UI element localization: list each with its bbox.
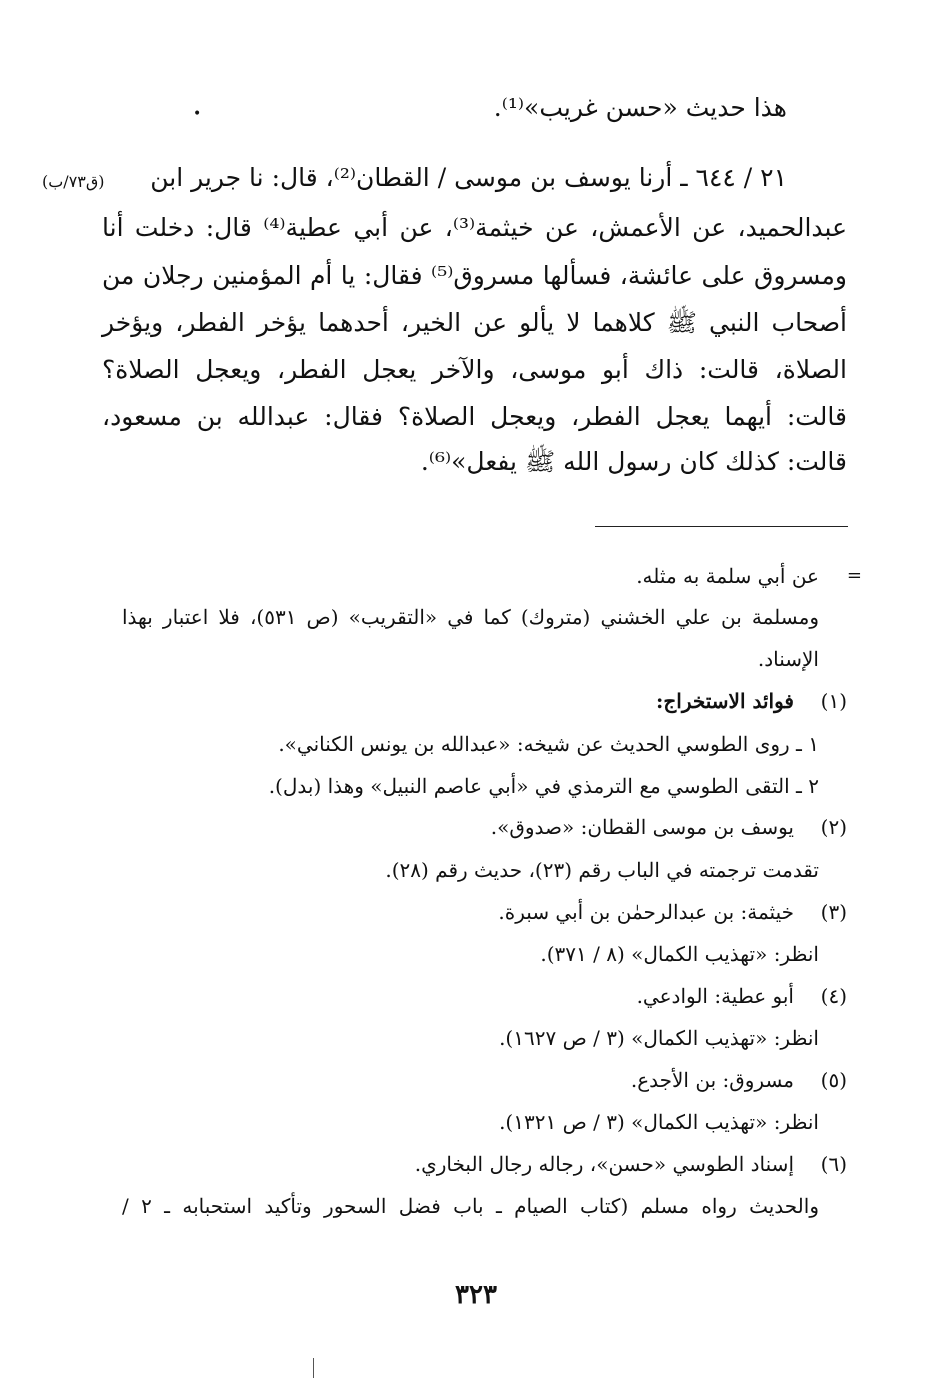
hadith-line-6: قالت: أيهما يعجل الفطر، ويعجل الصلاة؟ فقال: عبدالله بن مسعود، xyxy=(102,402,847,431)
page-number: ٣٢٣ xyxy=(455,1280,497,1310)
hadith-line-3: ومسروق على عائشة، فسألها مسروق⁽⁵⁾ فقال: يا أم المؤمنين رجلان من xyxy=(102,261,847,290)
footnote-5-label: (٥) xyxy=(820,1068,847,1092)
continuation-mark: = xyxy=(846,565,862,586)
head-line: هذا حديث «حسن غريب»⁽¹⁾. xyxy=(493,93,787,122)
footnote-5-text: مسروق: بن الأجدع. xyxy=(630,1068,794,1092)
manuscript-folio-ref: (ق٧٣/ب) xyxy=(42,172,105,191)
footnote-6-text: إسناد الطوسي «حسن»، رجاله رجال البخاري. xyxy=(414,1152,794,1176)
footnote-5-ref: انظر: «تهذيب الكمال» (٣ / ص ١٣٢١). xyxy=(499,1110,819,1134)
footnote-4-ref: انظر: «تهذيب الكمال» (٣ / ص ١٦٢٧). xyxy=(499,1026,819,1050)
footnote-1-label: (١) xyxy=(820,689,847,713)
footnote-6-ref: والحديث رواه مسلم (كتاب الصيام ـ باب فضل السحور وتأكيد استحبابه ـ ٢ / xyxy=(122,1194,819,1218)
scan-mark xyxy=(313,1358,314,1378)
hadith-line-2: عبدالحميد، عن الأعمش، عن خيثمة⁽³⁾، عن أبي عطية⁽⁴⁾ قال: دخلت أنا xyxy=(102,213,847,242)
footnote-separator xyxy=(595,526,848,527)
footnote-3-label: (٣) xyxy=(820,900,847,924)
footnote-2-text: يوسف بن موسى القطان: «صدوق». xyxy=(490,815,794,839)
footnote-3-text: خيثمة: بن عبدالرحمٰن بن أبي سبرة. xyxy=(498,900,794,924)
hadith-line-1: ٢١ / ٦٤٤ ـ أرنا يوسف بن موسى / القطان⁽²⁾، قال: نا جرير ابن xyxy=(150,163,787,192)
footnote-3-ref: انظر: «تهذيب الكمال» (٨ / ٣٧١). xyxy=(540,942,819,966)
stray-dot: • xyxy=(193,106,202,122)
footnote-1-title: فوائد الاستخراج: xyxy=(655,689,794,713)
hadith-line-7: قالت: كذلك كان رسول الله ﷺ يفعل»⁽⁶⁾. xyxy=(420,447,847,476)
footnote-cont-2: ومسلمة بن علي الخشني (متروك) كما في «التقريب» (ص ٥٣١)، فلا اعتبار بهذا xyxy=(122,605,819,629)
hadith-line-5: الصلاة، قالت: ذاك أبو موسى، والآخر يعجل الفطر، ويعجل الصلاة؟ xyxy=(102,355,847,384)
hadith-line-4: أصحاب النبي ﷺ كلاهما لا يألو عن الخير، أحدهما يؤخر الفطر، ويؤخر xyxy=(102,308,847,337)
footnote-6-label: (٦) xyxy=(820,1152,847,1176)
footnote-cont-3: الإسناد. xyxy=(757,647,819,671)
footnote-1-item-1: ١ ـ روى الطوسي الحديث عن شيخه: «عبدالله بن يونس الكناني». xyxy=(278,732,819,756)
footnote-2-ref: تقدمت ترجمته في الباب رقم (٢٣)، حديث رقم (٢٨). xyxy=(385,858,819,882)
footnote-4-label: (٤) xyxy=(820,984,847,1008)
footnote-2-label: (٢) xyxy=(820,815,847,839)
footnote-cont-1: عن أبي سلمة به مثله. xyxy=(636,564,819,588)
footnote-4-text: أبو عطية: الوادعي. xyxy=(636,984,794,1008)
footnote-1-item-2: ٢ ـ التقى الطوسي مع الترمذي في «أبي عاصم النبيل» وهذا (بدل). xyxy=(268,774,819,798)
